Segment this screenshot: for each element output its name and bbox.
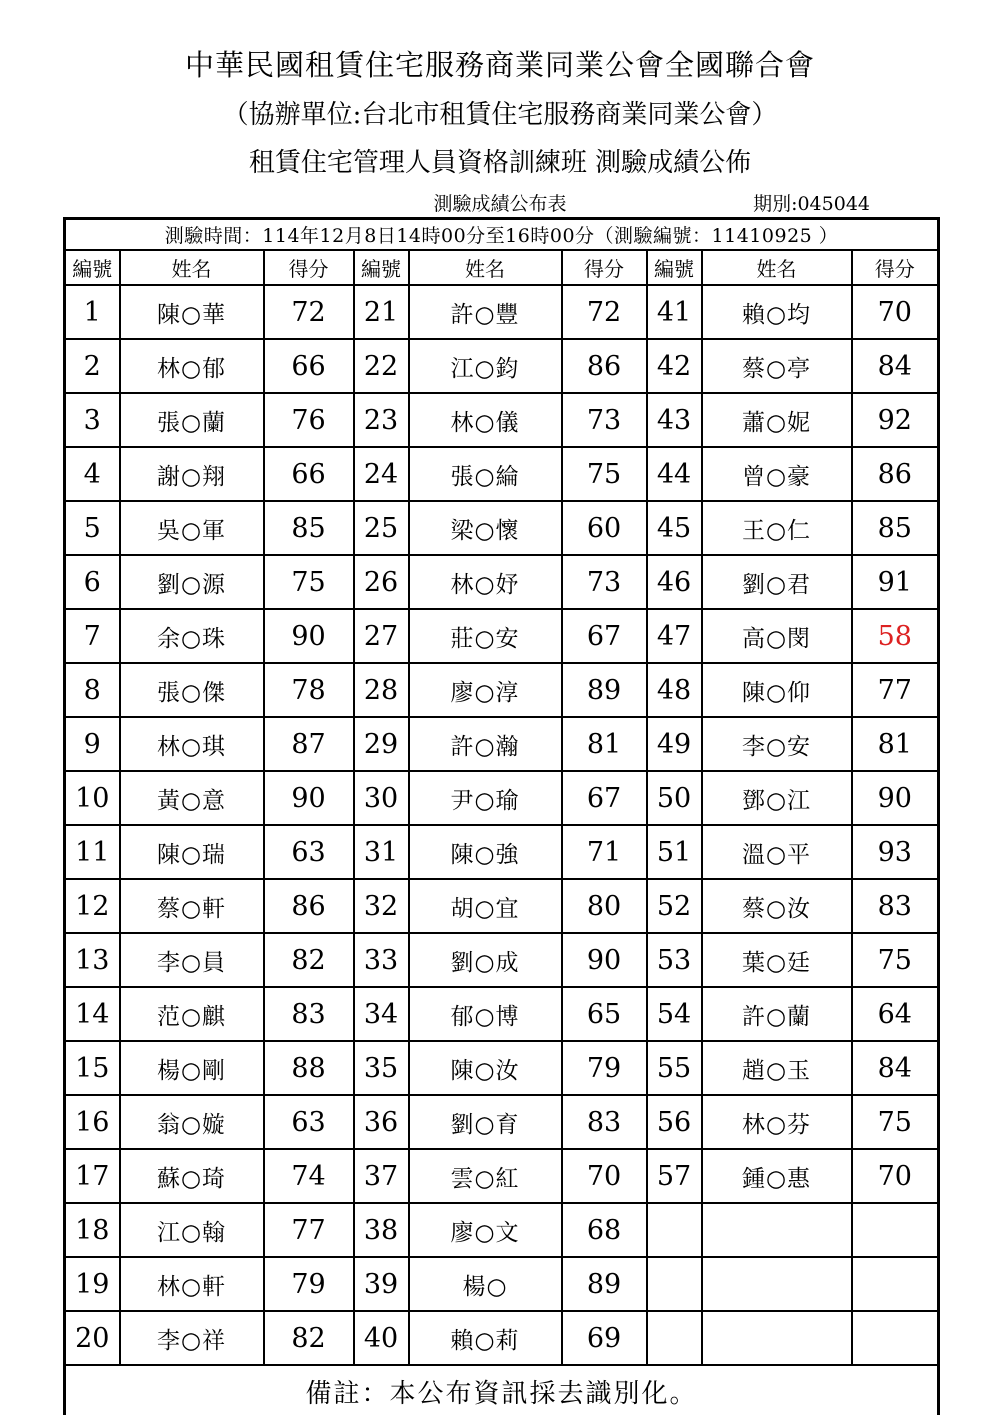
cell-number: 22 — [354, 339, 409, 393]
table-row — [65, 717, 939, 771]
cell-score: 70 — [852, 285, 939, 339]
cell-name: 林○儀 — [409, 393, 562, 447]
table-row — [65, 393, 939, 447]
cell-number: 34 — [354, 987, 409, 1041]
cell-name — [702, 1311, 852, 1365]
note-row — [65, 1365, 939, 1415]
column-header: 姓名 — [409, 250, 562, 285]
cell-score: 85 — [852, 501, 939, 555]
cell-score: 67 — [562, 609, 647, 663]
table-row — [65, 609, 939, 663]
cell-name: 溫○平 — [702, 825, 852, 879]
table-row — [65, 1203, 939, 1257]
cell-name: 郁○博 — [409, 987, 562, 1041]
cell-name: 林○郁 — [120, 339, 264, 393]
cell-score: 78 — [264, 663, 354, 717]
cell-name: 雲○紅 — [409, 1149, 562, 1203]
cell-score: 80 — [562, 879, 647, 933]
table-row — [65, 1041, 939, 1095]
cell-number: 30 — [354, 771, 409, 825]
cell-name: 蔡○亭 — [702, 339, 852, 393]
cell-name: 楊○ — [409, 1257, 562, 1311]
table-row — [65, 1149, 939, 1203]
cell-name: 許○蘭 — [702, 987, 852, 1041]
cell-number: 5 — [65, 501, 120, 555]
cell-number: 12 — [65, 879, 120, 933]
cell-name: 王○仁 — [702, 501, 852, 555]
cell-name: 吳○軍 — [120, 501, 264, 555]
cell-number: 54 — [647, 987, 702, 1041]
period-label: 期別:045044 — [753, 193, 870, 216]
column-header: 得分 — [264, 250, 354, 285]
cell-name: 黃○意 — [120, 771, 264, 825]
cell-score: 66 — [264, 339, 354, 393]
cell-score: 71 — [562, 825, 647, 879]
cell-score: 85 — [264, 501, 354, 555]
column-header: 得分 — [852, 250, 939, 285]
cell-name: 陳○強 — [409, 825, 562, 879]
cell-score: 73 — [562, 393, 647, 447]
cell-name: 曾○豪 — [702, 447, 852, 501]
cell-name: 陳○瑞 — [120, 825, 264, 879]
cell-score: 83 — [264, 987, 354, 1041]
cell-score: 83 — [562, 1095, 647, 1149]
cell-number: 48 — [647, 663, 702, 717]
cell-score: 83 — [852, 879, 939, 933]
cell-number: 45 — [647, 501, 702, 555]
cell-number: 50 — [647, 771, 702, 825]
org-title: 中華民國租賃住宅服務商業同業公會全國聯合會 — [184, 48, 815, 82]
cell-number: 41 — [647, 285, 702, 339]
cell-name: 賴○均 — [702, 285, 852, 339]
table-header-row — [65, 250, 939, 285]
cell-name: 余○珠 — [120, 609, 264, 663]
cell-score: 84 — [852, 1041, 939, 1095]
cell-score: 93 — [852, 825, 939, 879]
cell-name: 陳○仰 — [702, 663, 852, 717]
cell-name: 翁○嫙 — [120, 1095, 264, 1149]
cell-number: 13 — [65, 933, 120, 987]
cell-score: 75 — [264, 555, 354, 609]
cell-number: 43 — [647, 393, 702, 447]
cell-name — [702, 1203, 852, 1257]
cell-name: 蕭○妮 — [702, 393, 852, 447]
cell-name: 李○員 — [120, 933, 264, 987]
cell-name: 蔡○軒 — [120, 879, 264, 933]
cell-name: 江○鈞 — [409, 339, 562, 393]
cell-number: 14 — [65, 987, 120, 1041]
table-row — [65, 339, 939, 393]
column-header: 姓名 — [702, 250, 852, 285]
cell-score: 60 — [562, 501, 647, 555]
table-row — [65, 1095, 939, 1149]
cell-score: 72 — [562, 285, 647, 339]
table-row — [65, 879, 939, 933]
cell-score: 82 — [264, 933, 354, 987]
cell-number: 15 — [65, 1041, 120, 1095]
cell-name: 劉○君 — [702, 555, 852, 609]
cell-name: 劉○源 — [120, 555, 264, 609]
exam-time-text: 測驗時間：114年12月8日14時00分至16時00分（測驗編號：11410925 ） — [65, 219, 939, 251]
table-row — [65, 285, 939, 339]
cell-name: 劉○成 — [409, 933, 562, 987]
cell-number: 37 — [354, 1149, 409, 1203]
cell-number: 24 — [354, 447, 409, 501]
cell-number: 44 — [647, 447, 702, 501]
cell-name: 陳○華 — [120, 285, 264, 339]
cell-score: 87 — [264, 717, 354, 771]
cell-score: 75 — [852, 933, 939, 987]
cell-name: 謝○翔 — [120, 447, 264, 501]
cell-number: 27 — [354, 609, 409, 663]
cell-score: 91 — [852, 555, 939, 609]
cell-number: 4 — [65, 447, 120, 501]
table-row — [65, 771, 939, 825]
cell-number: 57 — [647, 1149, 702, 1203]
cell-score: 89 — [562, 1257, 647, 1311]
cell-name: 蔡○汝 — [702, 879, 852, 933]
table-row — [65, 1311, 939, 1365]
cell-name: 高○閔 — [702, 609, 852, 663]
cell-number: 55 — [647, 1041, 702, 1095]
cell-number: 53 — [647, 933, 702, 987]
cell-name: 楊○剛 — [120, 1041, 264, 1095]
cell-number: 19 — [65, 1257, 120, 1311]
cell-score: 88 — [264, 1041, 354, 1095]
cell-number: 28 — [354, 663, 409, 717]
cell-score: 64 — [852, 987, 939, 1041]
cell-number: 36 — [354, 1095, 409, 1149]
cell-name: 胡○宜 — [409, 879, 562, 933]
cell-number: 32 — [354, 879, 409, 933]
co-organizer-subtitle: （協辦單位:台北市租賃住宅服務商業同業公會） — [222, 99, 778, 130]
cell-number: 17 — [65, 1149, 120, 1203]
cell-name: 林○妤 — [409, 555, 562, 609]
cell-name: 林○琪 — [120, 717, 264, 771]
cell-score: 86 — [852, 447, 939, 501]
cell-name: 廖○文 — [409, 1203, 562, 1257]
cell-score: 70 — [562, 1149, 647, 1203]
cell-number: 10 — [65, 771, 120, 825]
cell-name: 鍾○惠 — [702, 1149, 852, 1203]
column-header: 編號 — [647, 250, 702, 285]
column-header: 編號 — [65, 250, 120, 285]
cell-number: 29 — [354, 717, 409, 771]
table-row — [65, 555, 939, 609]
cell-score: 81 — [852, 717, 939, 771]
cell-score: 65 — [562, 987, 647, 1041]
table-row — [65, 933, 939, 987]
cell-number: 38 — [354, 1203, 409, 1257]
table-row — [65, 501, 939, 555]
cell-number — [647, 1311, 702, 1365]
cell-number: 39 — [354, 1257, 409, 1311]
cell-number: 3 — [65, 393, 120, 447]
cell-score: 73 — [562, 555, 647, 609]
table-caption: 測驗成績公布表 — [433, 193, 567, 216]
cell-name: 蘇○琦 — [120, 1149, 264, 1203]
cell-score: 86 — [562, 339, 647, 393]
cell-name: 許○豐 — [409, 285, 562, 339]
cell-number — [647, 1203, 702, 1257]
cell-name: 張○綸 — [409, 447, 562, 501]
table-row — [65, 825, 939, 879]
exam-time-row — [65, 219, 939, 251]
cell-number: 1 — [65, 285, 120, 339]
cell-number: 42 — [647, 339, 702, 393]
cell-name: 李○祥 — [120, 1311, 264, 1365]
cell-name: 劉○育 — [409, 1095, 562, 1149]
cell-number: 49 — [647, 717, 702, 771]
cell-number: 51 — [647, 825, 702, 879]
cell-name: 鄧○江 — [702, 771, 852, 825]
cell-score: 70 — [852, 1149, 939, 1203]
note-text: 備註：本公布資訊採去識別化。 — [65, 1365, 939, 1415]
cell-number: 25 — [354, 501, 409, 555]
cell-name — [702, 1257, 852, 1311]
cell-number: 7 — [65, 609, 120, 663]
cell-score — [852, 1311, 939, 1365]
cell-name: 葉○廷 — [702, 933, 852, 987]
cell-name: 廖○淳 — [409, 663, 562, 717]
cell-name: 江○翰 — [120, 1203, 264, 1257]
cell-number: 23 — [354, 393, 409, 447]
cell-number: 47 — [647, 609, 702, 663]
cell-number: 40 — [354, 1311, 409, 1365]
cell-score: 79 — [562, 1041, 647, 1095]
cell-name: 張○傑 — [120, 663, 264, 717]
table-row — [65, 987, 939, 1041]
cell-score: 90 — [264, 771, 354, 825]
cell-name: 許○瀚 — [409, 717, 562, 771]
cell-score: 66 — [264, 447, 354, 501]
cell-number: 21 — [354, 285, 409, 339]
cell-number: 9 — [65, 717, 120, 771]
cell-score: 72 — [264, 285, 354, 339]
cell-score: 58 — [852, 609, 939, 663]
caption-row — [0, 189, 1000, 215]
cell-number: 31 — [354, 825, 409, 879]
cell-score: 81 — [562, 717, 647, 771]
cell-score: 86 — [264, 879, 354, 933]
course-title: 租賃住宅管理人員資格訓練班 測驗成績公佈 — [248, 147, 752, 178]
cell-number: 2 — [65, 339, 120, 393]
cell-number: 16 — [65, 1095, 120, 1149]
cell-name: 尹○瑜 — [409, 771, 562, 825]
cell-number: 6 — [65, 555, 120, 609]
cell-score: 69 — [562, 1311, 647, 1365]
column-header: 姓名 — [120, 250, 264, 285]
cell-name: 張○蘭 — [120, 393, 264, 447]
cell-score: 89 — [562, 663, 647, 717]
cell-score: 74 — [264, 1149, 354, 1203]
cell-name: 梁○懷 — [409, 501, 562, 555]
cell-score: 68 — [562, 1203, 647, 1257]
cell-score — [852, 1257, 939, 1311]
table-row — [65, 663, 939, 717]
cell-score: 82 — [264, 1311, 354, 1365]
cell-number: 26 — [354, 555, 409, 609]
cell-number: 20 — [65, 1311, 120, 1365]
cell-number — [647, 1257, 702, 1311]
cell-name: 林○軒 — [120, 1257, 264, 1311]
cell-score: 75 — [562, 447, 647, 501]
cell-score: 63 — [264, 1095, 354, 1149]
cell-score: 63 — [264, 825, 354, 879]
cell-name: 林○芬 — [702, 1095, 852, 1149]
cell-score: 75 — [852, 1095, 939, 1149]
table-row — [65, 447, 939, 501]
cell-score: 90 — [852, 771, 939, 825]
cell-number: 52 — [647, 879, 702, 933]
score-table — [63, 217, 940, 1415]
cell-number: 8 — [65, 663, 120, 717]
column-header: 編號 — [354, 250, 409, 285]
cell-name: 趙○玉 — [702, 1041, 852, 1095]
cell-score: 84 — [852, 339, 939, 393]
cell-name: 范○麒 — [120, 987, 264, 1041]
cell-name: 賴○莉 — [409, 1311, 562, 1365]
cell-score: 90 — [264, 609, 354, 663]
cell-score: 77 — [852, 663, 939, 717]
cell-name: 李○安 — [702, 717, 852, 771]
cell-score: 77 — [264, 1203, 354, 1257]
cell-number: 46 — [647, 555, 702, 609]
cell-name: 陳○汝 — [409, 1041, 562, 1095]
cell-number: 33 — [354, 933, 409, 987]
cell-number: 56 — [647, 1095, 702, 1149]
cell-number: 18 — [65, 1203, 120, 1257]
cell-number: 35 — [354, 1041, 409, 1095]
cell-number: 11 — [65, 825, 120, 879]
cell-score — [852, 1203, 939, 1257]
cell-score: 90 — [562, 933, 647, 987]
cell-score: 92 — [852, 393, 939, 447]
cell-score: 67 — [562, 771, 647, 825]
cell-score: 76 — [264, 393, 354, 447]
table-row — [65, 1257, 939, 1311]
cell-name: 莊○安 — [409, 609, 562, 663]
cell-score: 79 — [264, 1257, 354, 1311]
column-header: 得分 — [562, 250, 647, 285]
